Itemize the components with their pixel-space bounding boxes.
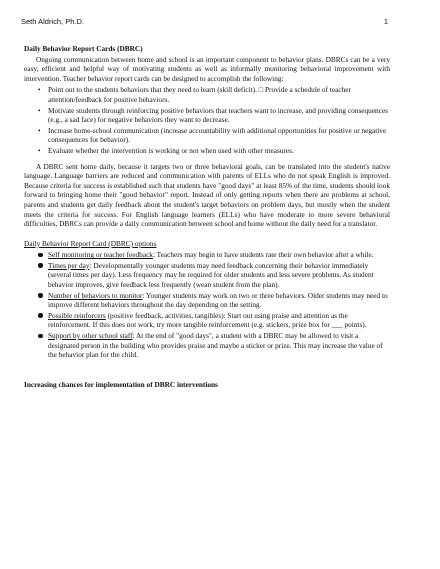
option-text: : At the end of "good days", a student with a DBRC may be allowed to visit a designated person in the building who provides praise and maybe a sticker or prize. This may increase the value of the behavior plan for the child. [48, 331, 383, 360]
header-page-number: 1 [383, 17, 388, 26]
implementation-heading: Increasing chances for implementation of DBRC interventions [24, 379, 218, 389]
options-title: Daily Behavior Report Card (DBRC) options [24, 238, 157, 248]
option-label: Support by other school staff [48, 331, 133, 341]
option-item [24, 311, 390, 330]
option-item [24, 291, 390, 310]
goal-item: • Motivate students through reinforcing positive behaviors that teachers want to increase, and providing consequences (e.g., a sad face) for negative behaviors they want to decrease. [24, 106, 390, 125]
document-title: Daily Behavior Report Cards (DBRC) [24, 44, 143, 53]
option-text: : Younger students may work on two or three behaviors. Older students may need to improve different behaviors throughout the day depending on the setting. [48, 290, 388, 310]
option-text: : Teachers may begin to have students rate their own behavior after a while. [152, 250, 374, 260]
option-item [24, 250, 390, 260]
option-text: : Developmentally younger students may need feedback concerning their behavior immediately (several times per day). Less frequency may be required for older students and less severe problems. As student behavior improves, give feedback less frequently (wean student from the plan). [48, 260, 374, 290]
header-author: Seth Aldrich, Ph.D. [21, 17, 84, 26]
option-item [24, 331, 390, 360]
goal-item: • Point out to the students behaviors that they need to learn (skill deficit). □ Provide a schedule of teacher attention/feedback for positive behaviors. [24, 85, 390, 104]
options-list [24, 250, 390, 360]
option-text: (positive feedback, activities, tangibles): Start out using praise and attention as the reinforcement. If this does not work, try more tangible reinforcement (e.g. stickers, prize box for ___ points). [48, 310, 367, 330]
option-label: Number of behaviors to monitor [48, 290, 143, 300]
option-label: Self monitoring or teacher feedback [48, 250, 153, 260]
option-label: Times per day [48, 260, 90, 270]
document-body [24, 44, 390, 389]
goal-item: • Evaluate whether the intervention is working or not when used with other measures. [24, 146, 390, 156]
option-label: Possible reinforcers [48, 310, 106, 320]
goals-list [24, 85, 390, 155]
translation-paragraph: A DBRC sent home daily, because it targets two or three behavioral goals, can be translated into the student's native language. Language barriers are reduced and communication with parents of ELLs who do not speak English is improved. Because criteria for success is established such that students have "good days" at least 85% of the time, students should look forward to bringing home their "good behavior" report. Instead of only getting reports when there are problems at school, parents and students get daily feedback about the student's target behaviors on problem days, but mostly when the student meets the criteria for success. For English language learners (ELLs) who have moderate to more severe behavioral difficulties, DBRCs can provide a daily communication between school and home without the daily need for a translator. [24, 161, 390, 229]
intro-paragraph: Ongoing communication between home and school is an important component to behavior plans. DBRCs can be a very easy, efficient and helpful way of motivating students as well as informally monitoring behavioral improvement with intervention. Teacher behavior report cards can be designed to accomplish the following: [24, 54, 390, 83]
option-item [24, 261, 390, 290]
goal-item: • Increase home-school communication (increase accountability with additional opportunities for positive or negative consequences for behavior). [24, 126, 390, 145]
